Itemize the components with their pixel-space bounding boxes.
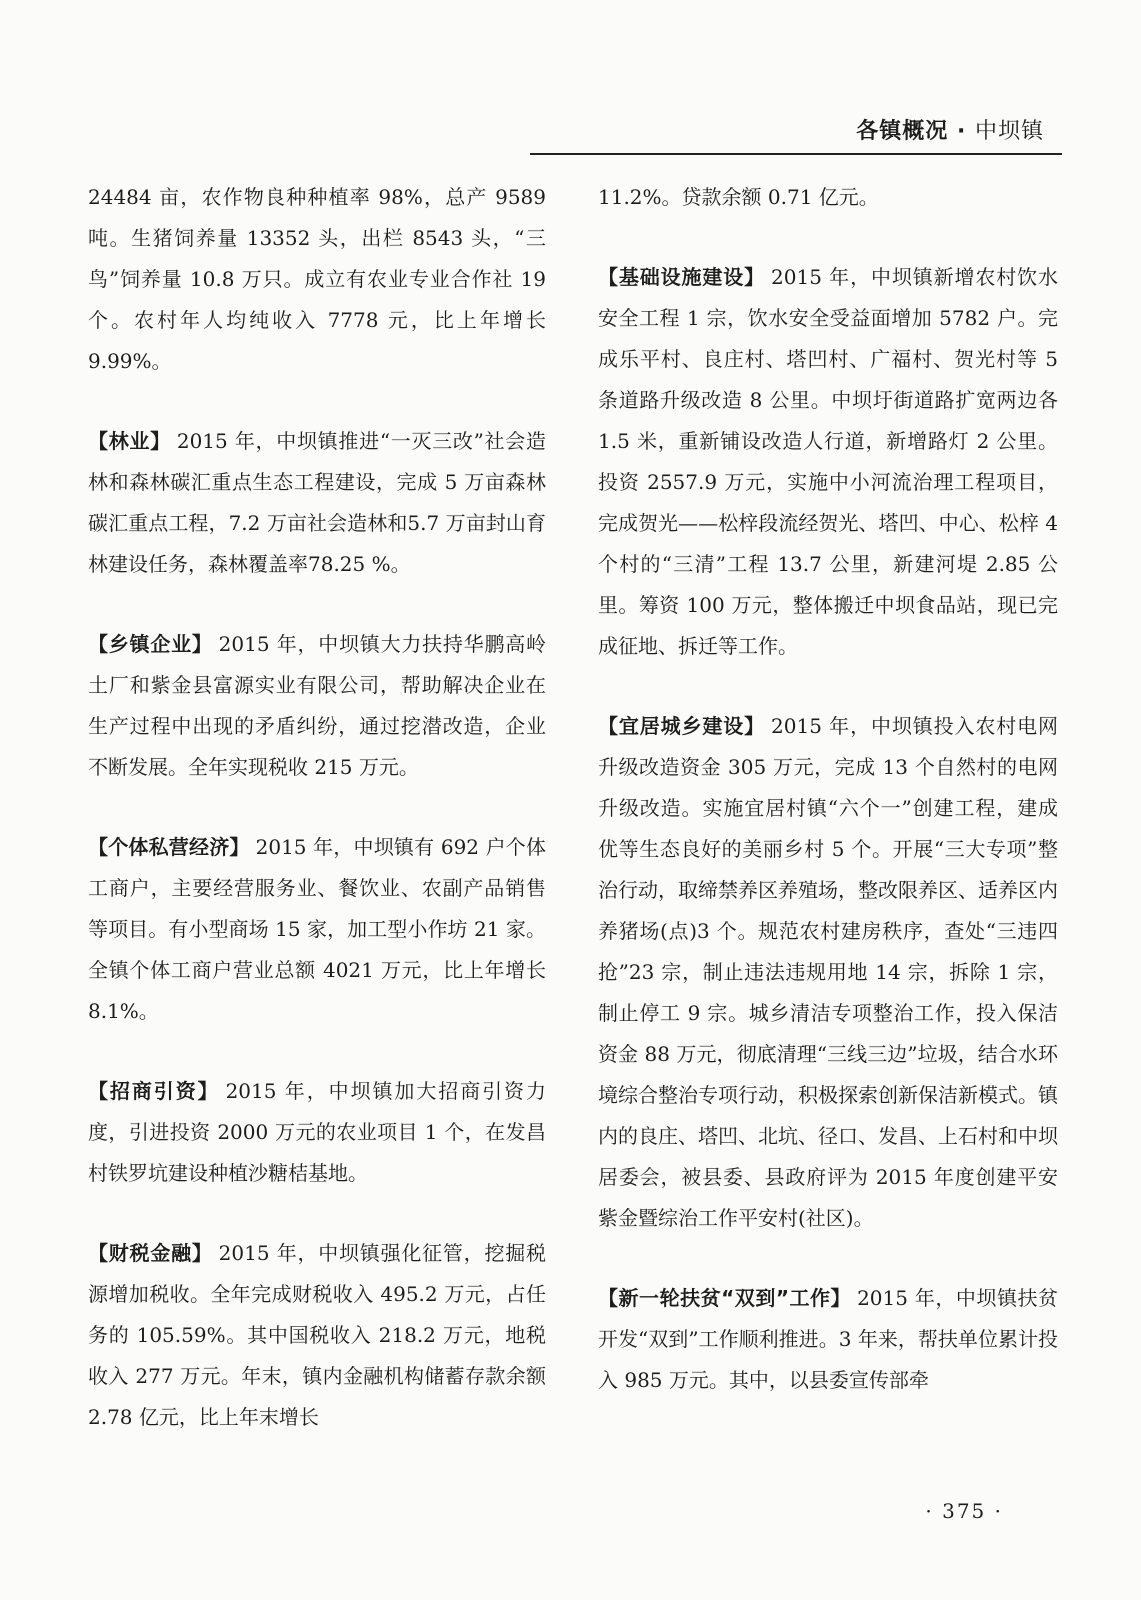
section-heading: 【个体私营经济】 <box>88 835 250 859</box>
header-separator: · <box>956 119 967 144</box>
section-heading: 【宜居城乡建设】 <box>598 714 766 738</box>
section-heading: 【林业】 <box>88 429 171 453</box>
paragraph-text: 2015 年，中坝镇有 692 户个体工商户，主要经营服务业、餐饮业、农副产品销售等项目。有小型商场 15 家，加工型小作坊 21 家。全镇个体工商户营业总额 4021 万元，比上年增长 8.1%。 <box>88 835 546 1023</box>
paragraph-agriculture-continued <box>88 177 546 382</box>
paragraph-forestry <box>88 421 546 585</box>
right-column <box>598 177 1058 1440</box>
page-number: · 375 · <box>925 1499 1003 1523</box>
paragraph-private-economy <box>88 827 546 1032</box>
paragraph-text: 2015 年，中坝镇投入农村电网升级改造资金 305 万元，完成 13 个自然村的电网升级改造。实施宜居村镇“六个一”创建工程，建成优等生态良好的美丽乡村 5 个。开展“三大专项”整治行动，取缔禁养区养殖场，整改限养区、适养区内养猪场(点)3 个。规范农村建房秩序，查处“三违四抢”23 宗，制止违法违规用地 14 宗，拆除 1 宗，制止停工 9 宗。城乡清洁专项整治工作，投入保洁资金 88 万元，彻底清理“三线三边”垃圾，结合水环境综合整治专项行动，积极探索创新保洁新模式。镇内的良庄、塔凹、北坑、径口、发昌、上石村和中坝居委会，被县委、县政府评为 2015 年度创建平安紫金暨综治工作平安村(社区)。 <box>598 714 1058 1230</box>
paragraph-text: 2015 年，中坝镇强化征管，挖掘税源增加税收。全年完成财税收入 495.2 万元，占任务的 105.59%。其中国税收入 218.2 万元，地税收入 277 万元。年末，镇内金融机构储蓄存款余额 2.78 亿元，比上年末增长 <box>88 1241 546 1429</box>
paragraph-township-enterprises <box>88 624 546 788</box>
paragraph-text: 2015 年，中坝镇新增农村饮水安全工程 1 宗，饮水安全受益面增加 5782 户。完成乐平村、良庄村、塔凹村、广福村、贺光村等 5 条道路升级改造 8 公里。中坝圩街道路扩宽两边各 1.5 米，重新铺设改造人行道，新增路灯 2 公里。投资 2557.9 万元，实施中小河流治理工程项目，完成贺光——松梓段流经贺光、塔凹、中心、松梓 4 个村的“三清”工程 13.7 公里，新建河堤 2.85 公里。筹资 100 万元，整体搬迁中坝食品站，现已完成征地、拆迁等工作。 <box>598 265 1058 658</box>
section-heading: 【财税金融】 <box>88 1241 213 1265</box>
paragraph-text: 2015 年，中坝镇扶贫开发“双到”工作顺利推进。3 年来，帮扶单位累计投入 985 万元。其中，以县委宣传部牵 <box>598 1286 1058 1392</box>
paragraph-text: 24484 亩，农作物良种种植率 98%，总产 9589 吨。生猪饲养量 13352 头，出栏 8543 头，“三鸟”饲养量 10.8 万只。成立有农业专业合作社 19 个。农村年人均纯收入 7778 元，比上年增长 9.99%。 <box>88 185 546 373</box>
paragraph-finance-continued <box>598 177 1058 218</box>
section-heading: 【乡镇企业】 <box>88 632 213 656</box>
header-town: 中坝镇 <box>974 119 1044 144</box>
running-header <box>856 114 1044 145</box>
paragraph-poverty-alleviation <box>598 1278 1058 1401</box>
header-rule <box>530 153 1062 155</box>
paragraph-text: 2015 年，中坝镇推进“一灭三改”社会造林和森林碳汇重点生态工程建设，完成 5 万亩森林碳汇重点工程，7.2 万亩社会造林和5.7 万亩封山育林建设任务，森林覆盖率78.25 %。 <box>88 429 546 576</box>
paragraph-investment <box>88 1071 546 1194</box>
paragraph-infrastructure <box>598 257 1058 667</box>
section-heading: 【招商引资】 <box>88 1079 220 1103</box>
paragraph-text: 2015 年，中坝镇大力扶持华鹏高岭土厂和紫金县富源实业有限公司，帮助解决企业在生产过程中出现的矛盾纠纷，通过挖潜改造，企业不断发展。全年实现税收 215 万元。 <box>88 632 546 779</box>
header-section: 各镇概况 <box>856 119 949 144</box>
paragraph-text: 11.2%。贷款余额 0.71 亿元。 <box>598 185 879 209</box>
paragraph-livable-construction <box>598 706 1058 1239</box>
paragraph-finance <box>88 1233 546 1438</box>
section-heading: 【基础设施建设】 <box>598 265 766 289</box>
section-heading: 【新一轮扶贫“双到”工作】 <box>598 1286 852 1310</box>
left-column <box>88 177 546 1477</box>
paragraph-text: 2015 年，中坝镇加大招商引资力度，引进投资 2000 万元的农业项目 1 个，在发昌村铁罗坑建设种植沙糖桔基地。 <box>88 1079 546 1185</box>
